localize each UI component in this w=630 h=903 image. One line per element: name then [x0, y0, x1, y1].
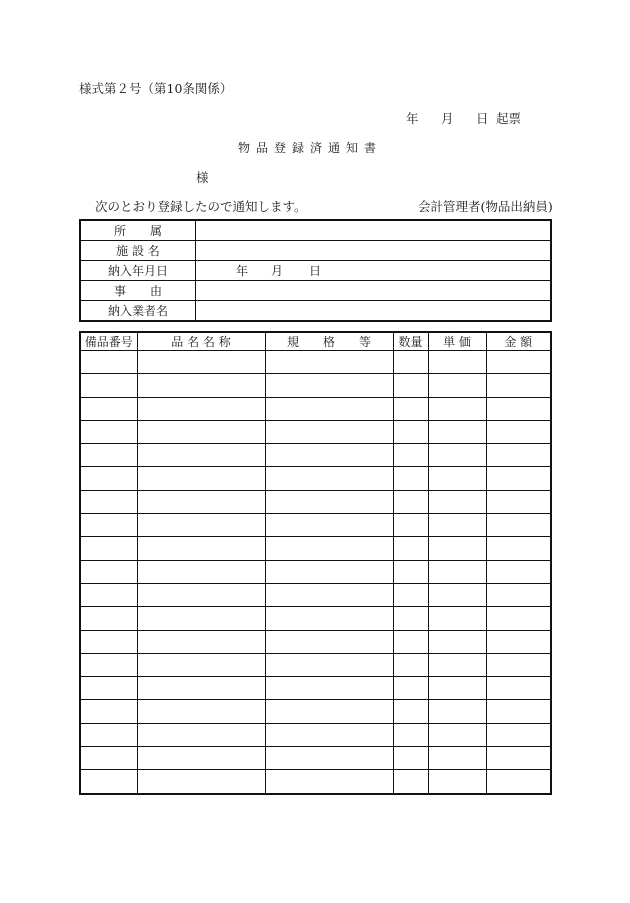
table-row — [80, 374, 551, 397]
table-row — [80, 490, 551, 513]
unit-price-cell[interactable] — [428, 747, 486, 770]
unit-price-cell[interactable] — [428, 700, 486, 723]
amount-cell[interactable] — [486, 490, 551, 513]
table-row — [80, 607, 551, 630]
unit-price-cell[interactable] — [428, 351, 486, 374]
unit-price-cell[interactable] — [428, 514, 486, 537]
quantity-cell[interactable] — [393, 677, 428, 700]
specification-cell[interactable] — [265, 560, 393, 583]
item-number-cell[interactable] — [80, 397, 137, 420]
item-number-cell[interactable] — [80, 444, 137, 467]
quantity-cell[interactable] — [393, 560, 428, 583]
delivery-date-field[interactable] — [196, 261, 552, 281]
unit-price-cell[interactable] — [428, 397, 486, 420]
amount-cell[interactable] — [486, 537, 551, 560]
unit-price-cell[interactable] — [428, 723, 486, 746]
specification-cell[interactable] — [265, 374, 393, 397]
issue-year-label: 年 — [406, 111, 419, 126]
registration-info-table — [79, 219, 552, 322]
document-title: 物品登録済通知書 — [238, 141, 383, 155]
header-quantity: 数量 — [393, 332, 428, 351]
header-unit-price: 単 価 — [428, 332, 486, 351]
amount-cell[interactable] — [486, 630, 551, 653]
table-row — [80, 747, 551, 770]
table-row — [80, 770, 551, 794]
amount-cell[interactable] — [486, 723, 551, 746]
item-number-cell[interactable] — [80, 490, 137, 513]
item-number-cell[interactable] — [80, 514, 137, 537]
table-row — [80, 351, 551, 374]
amount-cell[interactable] — [486, 560, 551, 583]
amount-cell[interactable] — [486, 374, 551, 397]
item-name-cell[interactable] — [137, 653, 265, 676]
delivery-year-label: 年 — [236, 264, 249, 278]
notice-text: 次のとおり登録したので通知します。 — [95, 199, 307, 214]
specification-cell[interactable] — [265, 490, 393, 513]
item-name-cell[interactable] — [137, 677, 265, 700]
amount-cell[interactable] — [486, 420, 551, 443]
info-label-reason: 事 由 — [80, 281, 196, 301]
specification-cell[interactable] — [265, 677, 393, 700]
item-number-cell[interactable] — [80, 351, 137, 374]
item-name-cell[interactable] — [137, 351, 265, 374]
table-row — [80, 723, 551, 746]
amount-cell[interactable] — [486, 514, 551, 537]
table-row — [80, 537, 551, 560]
item-name-cell[interactable] — [137, 607, 265, 630]
unit-price-cell[interactable] — [428, 490, 486, 513]
unit-price-cell[interactable] — [428, 653, 486, 676]
specification-cell[interactable] — [265, 397, 393, 420]
item-name-cell[interactable] — [137, 630, 265, 653]
item-name-cell[interactable] — [137, 397, 265, 420]
item-number-cell[interactable] — [80, 420, 137, 443]
table-row — [80, 514, 551, 537]
specification-cell[interactable] — [265, 583, 393, 606]
specification-cell[interactable] — [265, 444, 393, 467]
unit-price-cell[interactable] — [428, 677, 486, 700]
info-row-facility — [80, 241, 551, 261]
quantity-cell[interactable] — [393, 397, 428, 420]
info-row-affiliation — [80, 220, 551, 241]
info-label-delivery-date: 納入年月日 — [80, 261, 196, 281]
unit-price-cell[interactable] — [428, 560, 486, 583]
quantity-cell[interactable] — [393, 514, 428, 537]
info-row-reason — [80, 281, 551, 301]
unit-price-cell[interactable] — [428, 444, 486, 467]
quantity-cell[interactable] — [393, 537, 428, 560]
header-item-number: 備品番号 — [80, 332, 137, 351]
header-specification: 規 格 等 — [265, 332, 393, 351]
quantity-cell[interactable] — [393, 467, 428, 490]
item-name-cell[interactable] — [137, 490, 265, 513]
specification-cell[interactable] — [265, 420, 393, 443]
item-number-cell[interactable] — [80, 630, 137, 653]
item-name-cell[interactable] — [137, 770, 265, 794]
affiliation-field[interactable] — [196, 220, 552, 241]
quantity-cell[interactable] — [393, 374, 428, 397]
info-label-facility: 施 設 名 — [80, 241, 196, 261]
quantity-cell[interactable] — [393, 351, 428, 374]
item-name-cell[interactable] — [137, 514, 265, 537]
header-amount: 金 額 — [486, 332, 551, 351]
amount-cell[interactable] — [486, 747, 551, 770]
table-row — [80, 444, 551, 467]
amount-cell[interactable] — [486, 677, 551, 700]
delivery-month-label: 月 — [271, 264, 284, 278]
item-number-cell[interactable] — [80, 770, 137, 794]
quantity-cell[interactable] — [393, 770, 428, 794]
table-row — [80, 677, 551, 700]
info-row-vendor — [80, 301, 551, 322]
quantity-cell[interactable] — [393, 444, 428, 467]
specification-cell[interactable] — [265, 653, 393, 676]
info-row-delivery-date — [80, 261, 551, 281]
amount-cell[interactable] — [486, 444, 551, 467]
item-name-cell[interactable] — [137, 583, 265, 606]
item-name-cell[interactable] — [137, 537, 265, 560]
item-number-cell[interactable] — [80, 677, 137, 700]
quantity-cell[interactable] — [393, 420, 428, 443]
item-name-cell[interactable] — [137, 467, 265, 490]
quantity-cell[interactable] — [393, 630, 428, 653]
table-row — [80, 397, 551, 420]
unit-price-cell[interactable] — [428, 583, 486, 606]
quantity-cell[interactable] — [393, 653, 428, 676]
table-row — [80, 653, 551, 676]
item-number-cell[interactable] — [80, 747, 137, 770]
specification-cell[interactable] — [265, 351, 393, 374]
amount-cell[interactable] — [486, 467, 551, 490]
unit-price-cell[interactable] — [428, 537, 486, 560]
items-header-row — [80, 332, 551, 351]
amount-cell[interactable] — [486, 583, 551, 606]
quantity-cell[interactable] — [393, 490, 428, 513]
info-label-vendor: 納入業者名 — [80, 301, 196, 322]
items-table-body — [80, 351, 551, 794]
unit-price-cell[interactable] — [428, 770, 486, 794]
issued-label: 起票 — [496, 111, 522, 126]
item-number-cell[interactable] — [80, 374, 137, 397]
table-row — [80, 560, 551, 583]
facility-name-field[interactable] — [196, 241, 552, 261]
item-number-cell[interactable] — [80, 560, 137, 583]
item-name-cell[interactable] — [137, 444, 265, 467]
items-table — [79, 331, 552, 795]
reason-field[interactable] — [196, 281, 552, 301]
unit-price-cell[interactable] — [428, 420, 486, 443]
unit-price-cell[interactable] — [428, 607, 486, 630]
info-label-affiliation: 所 属 — [80, 220, 196, 241]
item-number-cell[interactable] — [80, 723, 137, 746]
specification-cell[interactable] — [265, 607, 393, 630]
item-name-cell[interactable] — [137, 374, 265, 397]
issue-date-line — [406, 109, 521, 127]
addressee-suffix: 様 — [196, 170, 209, 185]
issue-day-label: 日 — [476, 111, 489, 126]
quantity-cell[interactable] — [393, 583, 428, 606]
item-name-cell[interactable] — [137, 560, 265, 583]
amount-cell[interactable] — [486, 351, 551, 374]
item-number-cell[interactable] — [80, 700, 137, 723]
quantity-cell[interactable] — [393, 723, 428, 746]
specification-cell[interactable] — [265, 747, 393, 770]
form-number: 様式第２号（第10条関係） — [79, 81, 233, 96]
item-number-cell[interactable] — [80, 467, 137, 490]
item-name-cell[interactable] — [137, 747, 265, 770]
amount-cell[interactable] — [486, 397, 551, 420]
delivery-day-label: 日 — [309, 264, 322, 278]
specification-cell[interactable] — [265, 700, 393, 723]
vendor-name-field[interactable] — [196, 301, 552, 322]
item-name-cell[interactable] — [137, 700, 265, 723]
specification-cell[interactable] — [265, 537, 393, 560]
unit-price-cell[interactable] — [428, 467, 486, 490]
issue-month-label: 月 — [441, 111, 454, 126]
specification-cell[interactable] — [265, 467, 393, 490]
table-row — [80, 467, 551, 490]
amount-cell[interactable] — [486, 770, 551, 794]
item-number-cell[interactable] — [80, 607, 137, 630]
unit-price-cell[interactable] — [428, 630, 486, 653]
table-row — [80, 583, 551, 606]
unit-price-cell[interactable] — [428, 374, 486, 397]
specification-cell[interactable] — [265, 514, 393, 537]
issuer-label: 会計管理者(物品出納員) — [418, 199, 553, 214]
table-row — [80, 630, 551, 653]
table-row — [80, 700, 551, 723]
item-name-cell[interactable] — [137, 420, 265, 443]
header-item-name: 品 名 名 称 — [137, 332, 265, 351]
item-number-cell[interactable] — [80, 583, 137, 606]
quantity-cell[interactable] — [393, 700, 428, 723]
quantity-cell[interactable] — [393, 747, 428, 770]
item-name-cell[interactable] — [137, 723, 265, 746]
specification-cell[interactable] — [265, 630, 393, 653]
specification-cell[interactable] — [265, 723, 393, 746]
specification-cell[interactable] — [265, 770, 393, 794]
amount-cell[interactable] — [486, 607, 551, 630]
table-row — [80, 420, 551, 443]
item-number-cell[interactable] — [80, 653, 137, 676]
amount-cell[interactable] — [486, 653, 551, 676]
item-number-cell[interactable] — [80, 537, 137, 560]
quantity-cell[interactable] — [393, 607, 428, 630]
amount-cell[interactable] — [486, 700, 551, 723]
